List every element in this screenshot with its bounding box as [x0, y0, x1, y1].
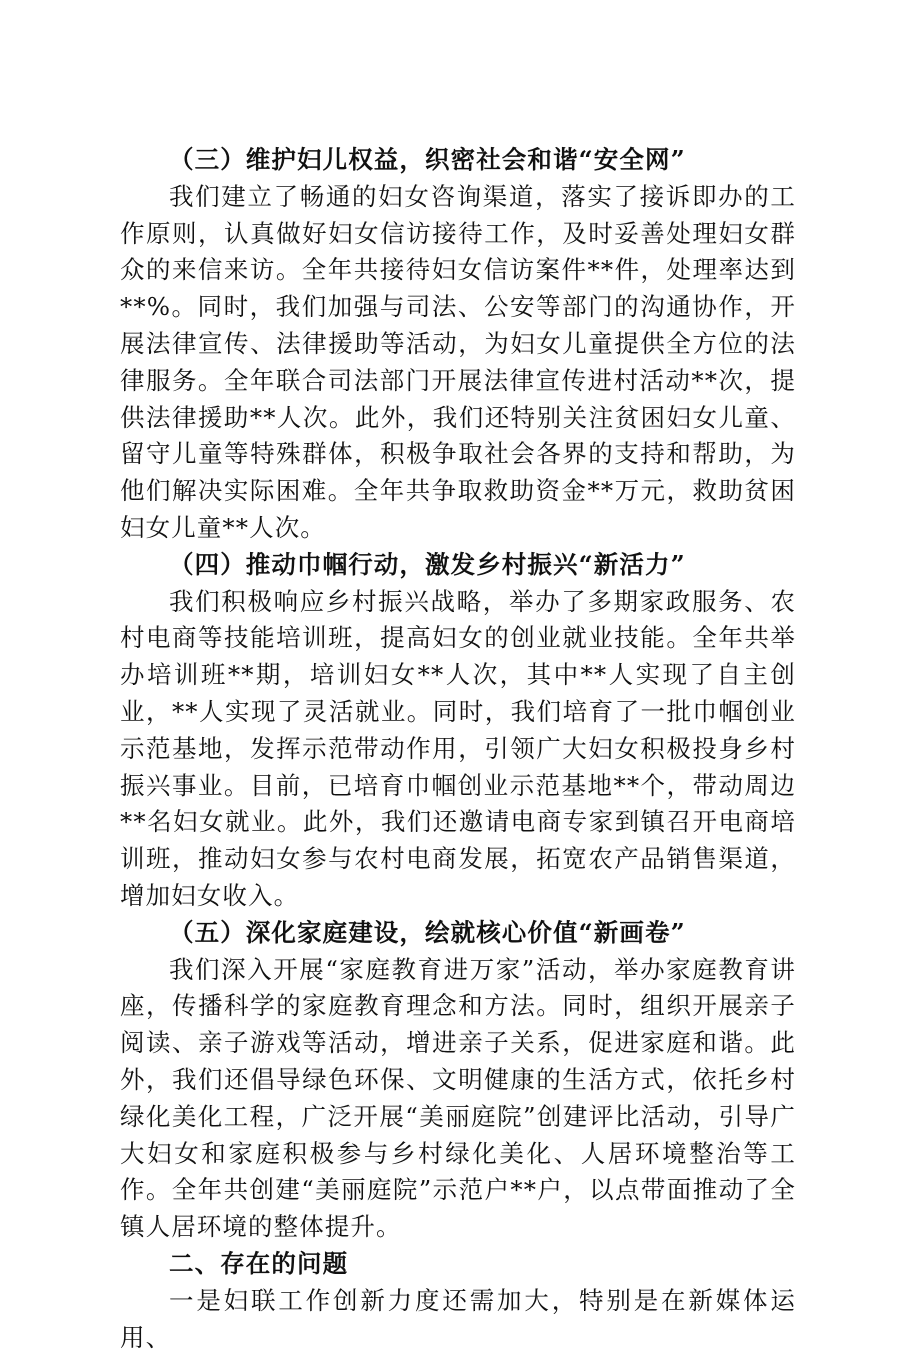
- section-heading-5: （五）深化家庭建设，绘就核心价值“新画卷”: [169, 917, 686, 947]
- problems-heading: 二、存在的问题: [169, 1248, 349, 1278]
- section-heading-4: （四）推动巾帼行动，激发乡村振兴“新活力”: [169, 549, 686, 579]
- section-heading-3: （三）维护妇儿权益，织密社会和谐“安全网”: [169, 145, 686, 174]
- document-body: [120, 142, 796, 1356]
- problems-paragraph: 一是妇联工作创新力度还需加大，特别是在新媒体运用、: [120, 1285, 796, 1352]
- section-paragraph-5: 我们深入开展“家庭教育进万家”活动，举办家庭教育讲座，传播科学的家庭教育理念和方法。同时，组织开展亲子阅读、亲子游戏等活动，增进亲子关系，促进家庭和谐。此外，我们还倡导绿色环保、文明健康的生活方式，依托乡村绿化美化工程，广泛开展“美丽庭院”创建评比活动，引导广大妇女和家庭积极参与乡村绿化美化、人居环境整治等工作。全年共创建“美丽庭院”示范户**户，以点带面推动了全镇人居环境的整体提升。: [120, 954, 796, 1242]
- section-paragraph-4: 我们积极响应乡村振兴战略，举办了多期家政服务、农村电商等技能培训班，提高妇女的创业就业技能。全年共举办培训班**期，培训妇女**人次，其中**人实现了自主创业，**人实现了灵活就业。同时，我们培育了一批巾帼创业示范基地，发挥示范带动作用，引领广大妇女积极投身乡村振兴事业。目前，已培育巾帼创业示范基地**个，带动周边**名妇女就业。此外，我们还邀请电商专家到镇召开电商培训班，推动妇女参与农村电商发展，拓宽农产品销售渠道，增加妇女收入。: [120, 586, 796, 910]
- section-paragraph-3: 我们建立了畅通的妇女咨询渠道，落实了接诉即办的工作原则，认真做好妇女信访接待工作，及时妥善处理妇女群众的来信来访。全年共接待妇女信访案件**件，处理率达到**%。同时，我们加强与司法、公安等部门的沟通协作，开展法律宣传、法律援助等活动，为妇女儿童提供全方位的法律服务。全年联合司法部门开展法律宣传进村活动**次，提供法律援助**人次。此外，我们还特别关注贫困妇女儿童、留守儿童等特殊群体，积极争取社会各界的支持和帮助，为他们解决实际困难。全年共争取救助资金**万元，救助贫困妇女儿童**人次。: [120, 181, 796, 542]
